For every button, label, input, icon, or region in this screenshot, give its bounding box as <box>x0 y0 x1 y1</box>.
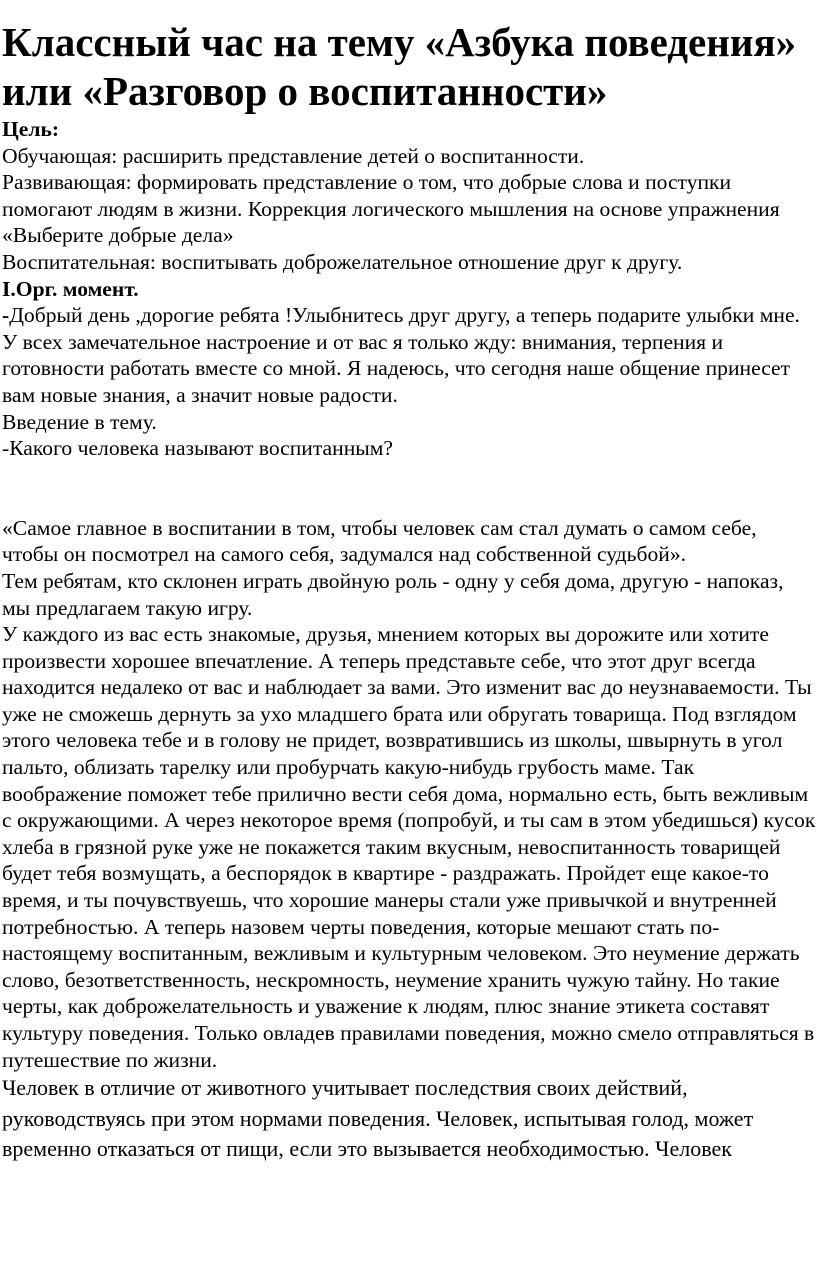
main-paragraph: У каждого из вас есть знакомые, друзья, мнением которых вы дорожите или хотите произвести хорошее впечатление. А теперь представьте себе, что этот друг всегда находится недалеко от вас и наблюдает за вами. Это изменит вас до неузнаваемости. Ты уже не сможешь дернуть за ухо младшего брата или обругать товарища. Под взглядом этого человека тебе и в голову не придет, возвратившись из школы, швырнуть в угол пальто, облизать тарелку или пробурчать какую-нибудь грубость маме. Так воображение поможет тебе прилично вести себя дома, нормально есть, быть вежливым с окружающими. А через некоторое время (попробуй, и ты сам в этом убедишься) кусок хлеба в грязной руке уже не покажется таким вкусным, невоспитанность товарищей будет тебя возмущать, а беспорядок в квартире - раздражать. Пройдет еще какое-то время, и ты почувствуешь, что хорошие манеры стали уже привычкой и внутренней потребностью. А теперь назовем черты поведения, которые мешают стать по-настоящему воспитанным, вежливым и культурным человеком. Это неумение держать слово, безответственность, нескромность, неумение хранить чужую тайну. Но такие черты, как доброжелательность и уважение к людям, плюс знание этикета составят культуру поведения. Только овладев правилами поведения, можно смело отправляться в путешествие по жизни. <box>2 622 816 1072</box>
blank-space <box>2 462 816 515</box>
greeting-dash: - <box>2 303 10 328</box>
intro-line: Введение в тему. <box>2 409 157 434</box>
title-line-1: Классный час на тему «Азбука поведения» <box>2 19 797 65</box>
question-line: -Какого человека называют воспитанным? <box>2 436 394 461</box>
goal-developing: Развивающая: формировать представление о том, что добрые слова и поступки помогают людям в жизни. Коррекция логического мышления на основе упражнения «Выберите добрые дела» <box>2 170 780 248</box>
goal-educational: Воспитательная: воспитывать доброжелательное отношение друг к другу. <box>2 249 683 274</box>
goal-label: Цель: <box>2 117 60 141</box>
last-paragraph: Человек в отличие от животного учитывает последствия своих действий, руководствуясь при этом нормами поведения. Человек, испытывая голод, может временно отказаться от пищи, если это вызывается необходимостью. Человек <box>2 1075 754 1162</box>
quote-paragraph: «Самое главное в воспитании в том, чтобы человек сам стал думать о самом себе, чтобы он посмотрел на самого себя, задумался над собственной судьбой». <box>2 515 757 567</box>
section-heading: I.Орг. момент. <box>2 276 139 301</box>
document-title <box>2 18 816 116</box>
game-intro-paragraph: Тем ребятам, кто склонен играть двойную роль - одну у себя дома, другую - напоказ, мы предлагаем такую игру. <box>2 568 784 620</box>
goal-teaching: Обучающая: расширить представление детей о воспитанности. <box>2 143 585 168</box>
greeting-text: Добрый день ,дорогие ребята !Улыбнитесь друг другу, а теперь подарите улыбки мне. У всех замечательное настроение и от вас я только жду: внимания, терпения и готовности работать вместе со мной. Я надеюсь, что сегодня наше общение принесет вам новые знания, а значит новые радости. <box>2 303 800 407</box>
greeting-paragraph <box>2 302 816 408</box>
title-line-2: или «Разговор о воспитанности» <box>2 68 608 114</box>
